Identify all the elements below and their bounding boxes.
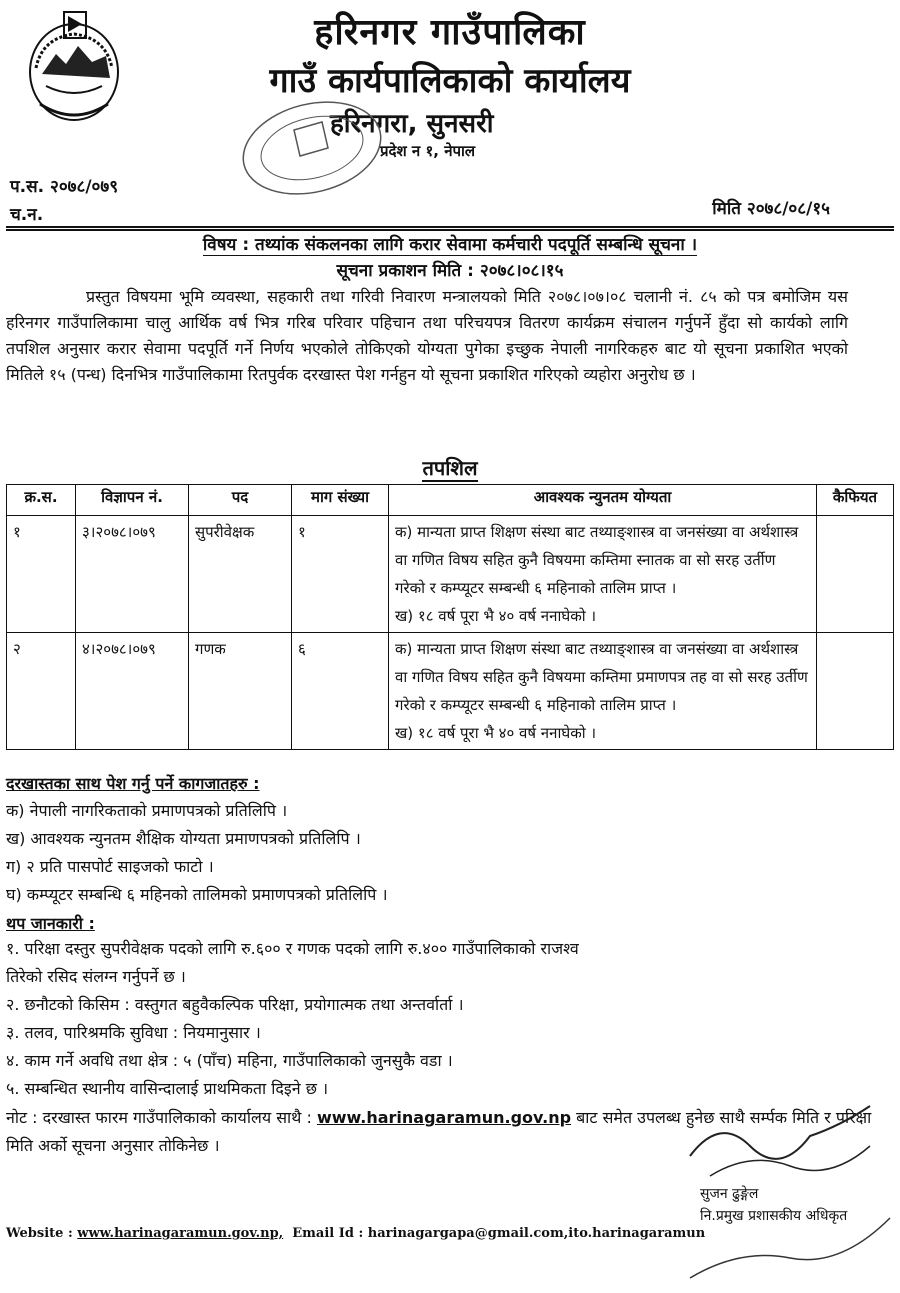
notice-paragraph: प्रस्तुत विषयमा भूमि व्यवस्था, सहकारी तथा गरिवी निवारण मन्त्रालयको मिति २०७८।०७।०८ चलानी नं. ८५ को पत्र बमोजिम यस हरिनगर गाउँपालिकामा चालु आर्थिक वर्ष भित्र गरिब परिवार पहिचान तथा परिचयपत्र वितरण कार्यक्रम संचालन गर्नुपर्ने हुँदा सो कार्यको लागि तपशिल अनुसार करार सेवामा पदपूर्ति गर्ने निर्णय भएकोले तोकिएको योग्यता पुगेका इच्छुक नेपाली नागरिकहरु बाट यो सूचना प्रकाशित भएको मितिले १५ (पन्ध) दिनभित्र गाउँपालिकामा रितपुर्वक दरखास्त पेश गर्नहुन यो सूचना प्रकाशित गरिएको व्यहोरा अनुरोध छ । [6,287,848,384]
cell-adv: ३।२०७८।०७९ [76,516,189,633]
col-sn: क्र.स. [7,485,76,516]
divider [6,226,894,228]
document-item: ग) २ प्रति पासपोर्ट साइजको फाटो । [6,857,214,876]
note-suffix: बाट समेत उपलब्ध हुनेछ साथै सर्म्पक मिति र परिक्षा मिति अर्को सूचना अनुसार तोकिनेछ । [6,1108,872,1155]
document-item: घ) कम्प्यूटर सम्बन्धि ६ महिनको तालिमको प्रमाणपत्रको प्रतिलिपि । [6,885,388,904]
notice-subject: विषय : तथ्यांक संकलनका लागि करार सेवामा कर्मचारी पदपूर्ति सम्बन्धि सूचना । [202,235,698,255]
table-title: तपशिल [422,456,478,480]
table-row [7,633,894,750]
cell-remark [817,516,894,633]
cell-remark [817,633,894,750]
cell-qualification [389,516,817,633]
col-qualification: आवश्यक न्युनतम योग्यता [389,485,817,516]
cell-sn: १ [7,516,76,633]
info-item: ३. तलव, पारिश्रमकि सुविधा : नियमानुसार । [6,1023,261,1042]
signatory-name: सुजन ढुङ्गेल [700,1186,759,1202]
qualification-a: क) मान्यता प्राप्त शिक्षण संस्था बाट तथ्याङ्शास्त्र वा जनसंख्या वा अर्थशास्त्र वा गणित विषय सहित कुनै विषयमा कम्तिमा प्रमाणपत्र तह वा सो सरह उर्तीण गरेको र कम्प्यूटर सम्बन्धी ६ महिनाको तालिम प्राप्त । [395,640,808,714]
cell-post: सुपरीवेक्षक [189,516,292,633]
office-location: हरिनगरा, सुनसरी [330,109,494,139]
qualification-a: क) मान्यता प्राप्त शिक्षण संस्था बाट तथ्याङ्शास्त्र वा जनसंख्या वा अर्थशास्त्र वा गणित विषय सहित कुनै विषयमा कम्तिमा स्नातक वा सो सरह उर्तीण गरेको र कम्प्यूटर सम्बन्धी ६ महिनाको तालिम प्राप्त । [395,523,799,597]
office-subname: गाउँ कार्यपालिकाको कार्यालय [269,61,631,101]
footer-email[interactable]: harinagargapa@gmail.com,ito.harinagaramun [367,1226,706,1241]
office-stamp-icon [224,90,394,200]
footer [6,1226,705,1241]
col-remark: कैफियत [817,485,894,516]
qualification-b: ख) १८ वर्ष पूरा भै ४० वर्ष ननाघेको । [395,724,597,742]
cell-qualification [389,633,817,750]
col-count: माग संख्या [292,485,389,516]
cell-count: ६ [292,633,389,750]
office-name: हरिनगर गाउँपालिका [314,12,586,53]
info-title: थप जानकारी : [6,914,95,933]
col-adv-no: विज्ञापन नं. [76,485,189,516]
cell-adv: ४।२०७८।०७९ [76,633,189,750]
footer-email-label: Email Id : [292,1226,364,1241]
table-row [7,516,894,633]
note-website-link[interactable]: www.harinagaramun.gov.np [316,1108,572,1127]
publish-date: सूचना प्रकाशन मिति : २०७८।०८।१५ [336,261,564,281]
footer-website-label: Website : [6,1226,73,1241]
info-item: ५. सम्बन्धित स्थानीय वासिन्दालाई प्राथमिकता दिइने छ । [6,1079,329,1098]
documents-title: दरखास्तका साथ पेश गर्नु पर्ने कागजातहरु : [6,774,260,793]
signatory-title: नि.प्रमुख प्रशासकीय अधिकृत [700,1208,848,1224]
letter-date: मिति २०७८/०८/१५ [712,199,830,219]
cell-count: १ [292,516,389,633]
handwritten-mark-icon [680,1208,900,1288]
cell-sn: २ [7,633,76,750]
note-prefix: नोट : दरखास्त फारम गाउँपालिकाको कार्यालय साथै : [6,1108,312,1127]
footer-website-link[interactable]: www.harinagaramun.gov.np, [77,1226,284,1241]
signature-icon [680,1096,890,1186]
table-header-row [7,485,894,516]
document-item: ख) आवश्यक न्युनतम शैक्षिक योग्यता प्रमाणपत्रको प्रतिलिपि । [6,829,361,848]
col-post: पद [189,485,292,516]
info-item: २. छनौटको किसिम : वस्तुगत बहुवैकल्पिक परिक्षा, प्रयोगात्मक तथा अन्तर्वार्ता । [6,995,464,1014]
divider [6,229,894,231]
office-province: प्रदेश न १, नेपाल [380,142,476,160]
reference-number: प.स. २०७८/०७९ [10,177,119,197]
info-item: तिरेको रसिद संलग्न गर्नुपर्ने छ । [6,967,186,986]
cell-post: गणक [189,633,292,750]
vacancy-table [6,484,894,750]
dispatch-number: च.न. [10,205,44,225]
info-item: १. परिक्षा दस्तुर सुपरीवेक्षक पदको लागि रु.६०० र गणक पदको लागि रु.४०० गाउँपालिकाको राजश्व [6,939,579,958]
info-item: ४. काम गर्ने अवधि तथा क्षेत्र : ५ (पाँच) महिना, गाउँपालिकाको जुनसुकै वडा । [6,1051,453,1070]
document-item: क) नेपाली नागरिकताको प्रमाणपत्रको प्रतिलिपि । [6,801,288,820]
qualification-b: ख) १८ वर्ष पूरा भै ४० वर्ष ननाघेको । [395,607,597,625]
